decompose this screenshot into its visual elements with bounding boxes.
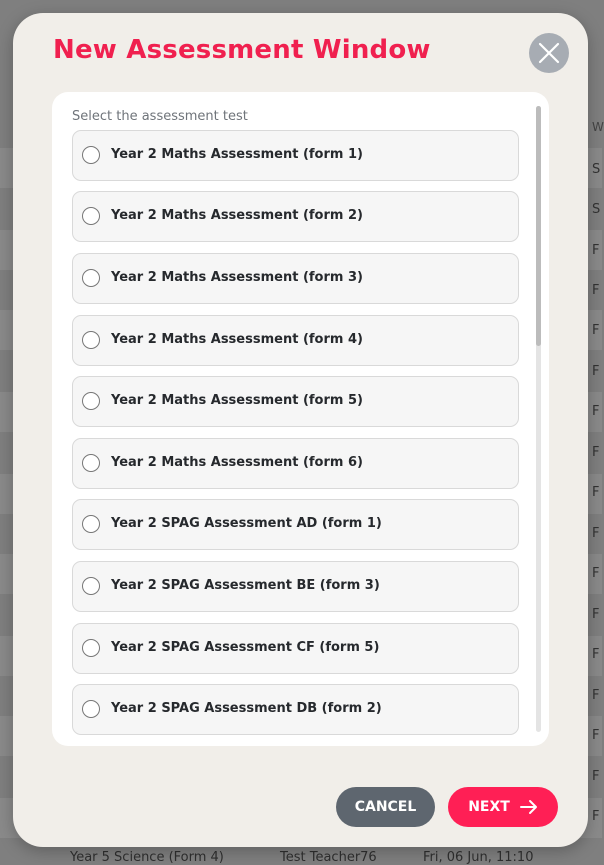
assessment-list-panel	[52, 92, 549, 746]
assessment-option-label: Year 2 SPAG Assessment DB (form 2)	[111, 701, 382, 716]
radio-button[interactable]	[82, 146, 100, 164]
table-cell: F	[592, 728, 600, 743]
table-cell: F	[592, 688, 600, 703]
assessment-option-label: Year 2 Maths Assessment (form 1)	[111, 147, 363, 162]
radio-button[interactable]	[82, 515, 100, 533]
assessment-option[interactable]	[72, 438, 519, 489]
table-cell-name: Year 5 Science (Form 4)	[70, 850, 224, 865]
assessment-option[interactable]	[72, 561, 519, 612]
assessment-option[interactable]	[72, 376, 519, 427]
arrow-right-icon	[520, 800, 538, 814]
table-cell-teacher: Test Teacher76	[280, 850, 377, 865]
new-assessment-modal	[13, 13, 588, 847]
assessment-option[interactable]	[72, 191, 519, 242]
table-column-header: W	[592, 120, 604, 134]
assessment-option-label: Year 2 Maths Assessment (form 6)	[111, 455, 363, 470]
assessment-option[interactable]	[72, 130, 519, 181]
assessment-option[interactable]	[72, 253, 519, 304]
next-button[interactable]	[448, 787, 558, 827]
table-cell: F	[592, 809, 600, 824]
cancel-button-label: CANCEL	[354, 799, 417, 815]
assessment-option-label: Year 2 Maths Assessment (form 3)	[111, 270, 363, 285]
select-assessment-label: Select the assessment test	[72, 109, 248, 124]
radio-button[interactable]	[82, 454, 100, 472]
radio-button[interactable]	[82, 269, 100, 287]
table-cell-date: Fri, 06 Jun, 11:10	[423, 850, 534, 865]
modal-title: New Assessment Window	[53, 35, 431, 65]
table-cell: F	[592, 404, 600, 419]
assessment-option[interactable]	[72, 315, 519, 366]
radio-button[interactable]	[82, 577, 100, 595]
table-cell: F	[592, 607, 600, 622]
close-button[interactable]	[529, 33, 569, 73]
scrollbar-track[interactable]	[536, 106, 541, 732]
assessment-option-label: Year 2 Maths Assessment (form 4)	[111, 332, 363, 347]
table-cell: F	[592, 364, 600, 379]
table-cell: F	[592, 485, 600, 500]
radio-button[interactable]	[82, 331, 100, 349]
radio-button[interactable]	[82, 392, 100, 410]
table-cell: S	[592, 202, 601, 217]
assessment-option[interactable]	[72, 623, 519, 674]
table-cell: F	[592, 323, 600, 338]
cancel-button[interactable]	[336, 787, 435, 827]
table-cell: F	[592, 445, 600, 460]
table-cell: F	[592, 283, 600, 298]
assessment-option-label: Year 2 SPAG Assessment BE (form 3)	[111, 578, 380, 593]
radio-button[interactable]	[82, 700, 100, 718]
assessment-option-label: Year 2 Maths Assessment (form 5)	[111, 393, 363, 408]
close-icon	[538, 42, 560, 64]
radio-button[interactable]	[82, 207, 100, 225]
next-button-label: NEXT	[468, 799, 510, 815]
table-cell: F	[592, 566, 600, 581]
assessment-option-label: Year 2 Maths Assessment (form 2)	[111, 208, 363, 223]
table-cell: F	[592, 769, 600, 784]
assessment-option-label: Year 2 SPAG Assessment AD (form 1)	[111, 516, 382, 531]
table-cell: F	[592, 243, 600, 258]
assessment-option[interactable]	[72, 499, 519, 550]
assessment-option[interactable]	[72, 684, 519, 735]
table-cell: S	[592, 162, 601, 177]
scrollbar-thumb[interactable]	[536, 106, 541, 346]
table-cell: F	[592, 526, 600, 541]
assessment-option-label: Year 2 SPAG Assessment CF (form 5)	[111, 640, 380, 655]
table-cell: F	[592, 647, 600, 662]
radio-button[interactable]	[82, 639, 100, 657]
